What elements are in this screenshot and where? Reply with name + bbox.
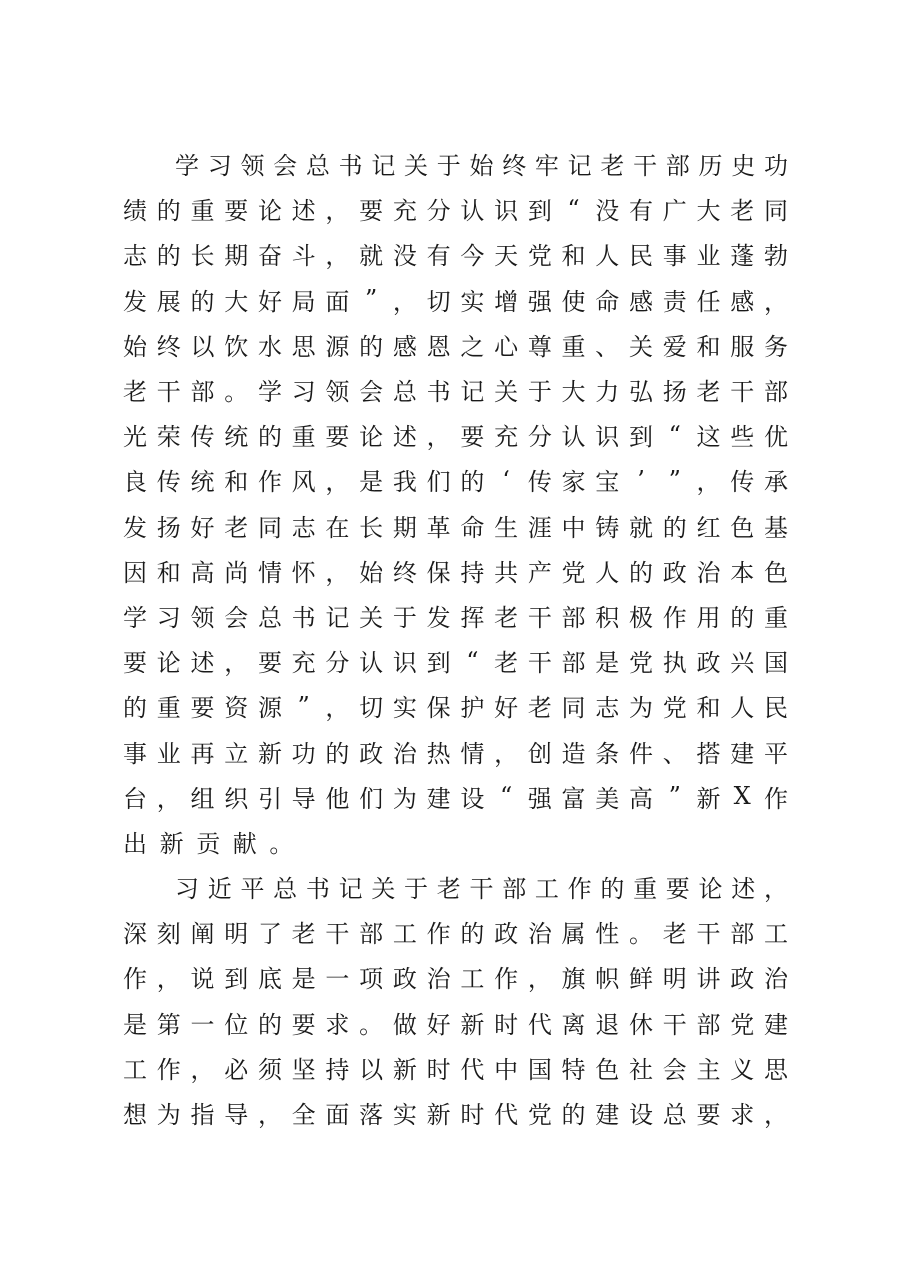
text-line: 绩 的 重 要 论 述 ， 要 充 分 认 识 到 “ 没 有 广 大 老 同 [123, 194, 788, 226]
text-line: 工 作 ， 必 须 坚 持 以 新 时 代 中 国 特 色 社 会 主 义 思 [123, 1055, 788, 1084]
text-line: 深 刻 阐 明 了 老 干 部 工 作 的 政 治 属 性 。 老 干 部 工 [123, 920, 788, 949]
text-line: 作 ， 说 到 底 是 一 项 政 治 工 作 ， 旗 帜 鲜 明 讲 政 治 [123, 965, 788, 994]
text-line: 光 荣 传 统 的 重 要 论 述 ， 要 充 分 认 识 到 “ 这 些 优 [123, 420, 788, 452]
text-line: 想 为 指 导 ， 全 面 落 实 新 时 代 党 的 建 设 总 要 求 ， [123, 1101, 788, 1130]
text-line: 因 和 高 尚 情 怀 ， 始 终 保 持 共 产 党 人 的 政 治 本 色 [123, 558, 788, 587]
text-line: 学 习 领 会 总 书 记 关 于 发 挥 老 干 部 积 极 作 用 的 重 [123, 603, 788, 632]
body-text [123, 141, 788, 1135]
text-line: 良 传 统 和 作 风 ， 是 我 们 的 ‘ 传 家 宝 ’ ” ， 传 承 [123, 465, 788, 497]
text-line: 台 ， 组 织 引 导 他 们 为 建 设 “ 强 富 美 高 ” 新 X 作 [123, 782, 788, 813]
text-line: 习 近 平 总 书 记 关 于 老 干 部 工 作 的 重 要 论 述 ， [175, 875, 788, 904]
text-line: 志 的 长 期 奋 斗 ， 就 没 有 今 天 党 和 人 民 事 业 蓬 勃 [123, 242, 788, 271]
text-line: 的 重 要 资 源 ” ， 切 实 保 护 好 老 同 志 为 党 和 人 民 [123, 691, 788, 723]
text-line: 要 论 述 ， 要 充 分 认 识 到 “ 老 干 部 是 党 执 政 兴 国 [123, 646, 788, 678]
text-line: 出 新 贡 献 。 [123, 829, 294, 858]
text-line: 是 第 一 位 的 要 求 。 做 好 新 时 代 离 退 休 干 部 党 建 [123, 1010, 788, 1039]
text-line: 发 展 的 大 好 局 面 ” ， 切 实 增 强 使 命 感 责 任 感 ， [123, 285, 788, 316]
text-line: 事 业 再 立 新 功 的 政 治 热 情 ， 创 造 条 件 、 搭 建 平 [123, 739, 788, 768]
text-line: 学 习 领 会 总 书 记 关 于 始 终 牢 记 老 干 部 历 史 功 [175, 152, 788, 181]
text-line: 老 干 部 。 学 习 领 会 总 书 记 关 于 大 力 弘 扬 老 干 部 [123, 378, 788, 407]
text-line: 发 扬 好 老 同 志 在 长 期 革 命 生 涯 中 铸 就 的 红 色 基 [123, 513, 788, 542]
text-line: 始 终 以 饮 水 思 源 的 感 恩 之 心 尊 重 、 关 爱 和 服 务 [123, 332, 788, 361]
